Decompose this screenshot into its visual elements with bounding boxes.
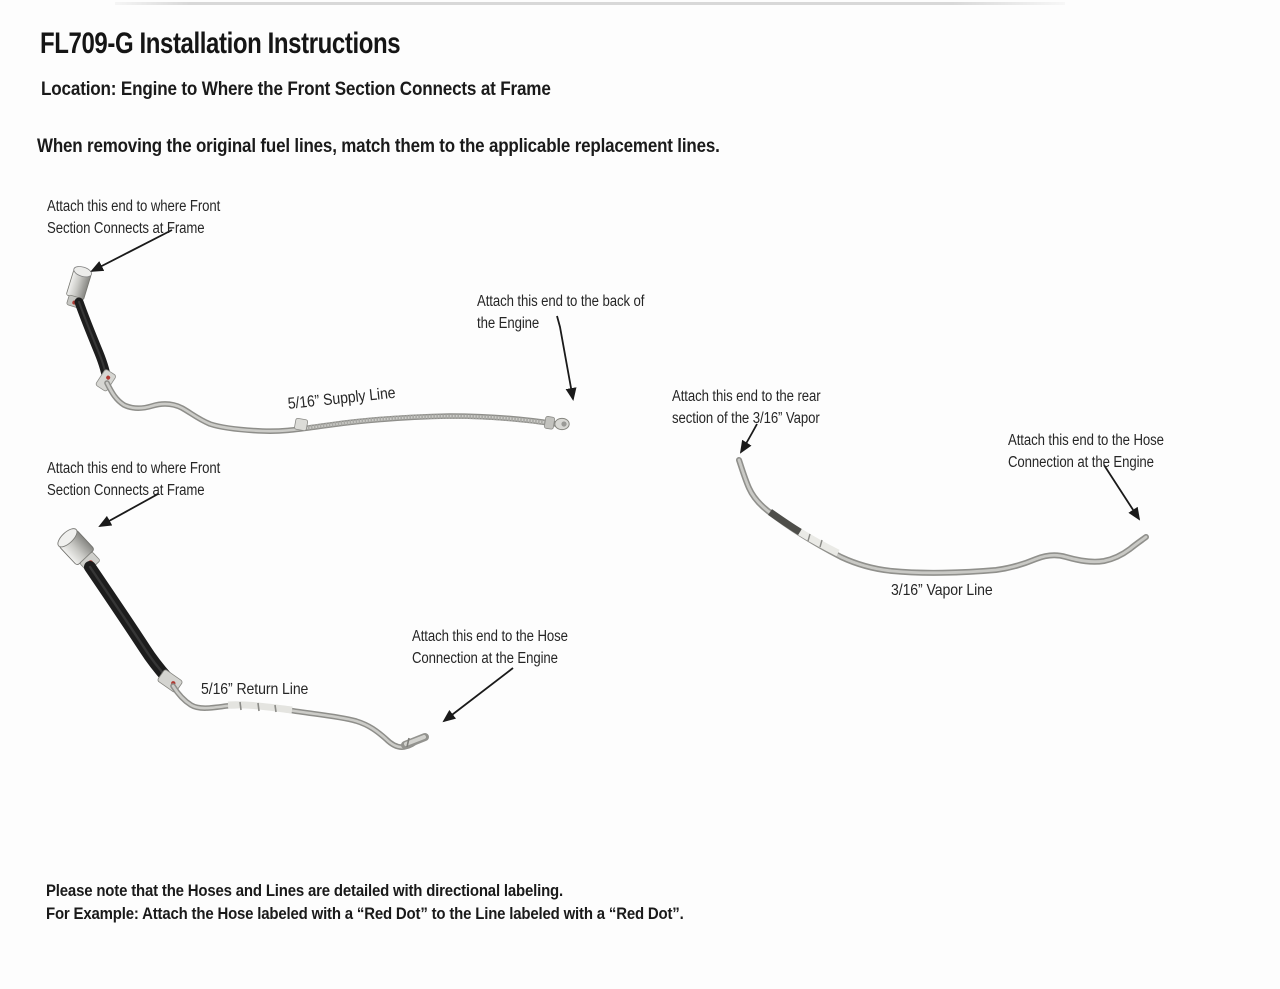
arrow-return-engine-end	[444, 668, 513, 721]
annotation-supply-engine-end	[477, 291, 644, 334]
vapor-label-sleeve	[800, 532, 838, 553]
return-line-image	[55, 526, 425, 748]
directional-labeling-note	[46, 879, 684, 925]
annotation-text: Attach this end to where Front	[47, 460, 221, 477]
annotation-text: Section Connects at Frame	[47, 481, 205, 499]
annotation-text: Connection at the Engine	[1008, 453, 1154, 471]
annotation-text: Attach this end to the Hose	[412, 628, 568, 645]
annotation-supply-frame-end	[47, 196, 220, 239]
annotation-text: Attach this end to where Front	[47, 198, 221, 215]
return-label-sleeve	[228, 705, 292, 710]
annotation-text: Attach this end to the back of	[477, 293, 645, 310]
arrow-vapor-engine-end	[1104, 465, 1139, 519]
return-engine-tube	[405, 737, 425, 747]
annotation-vapor-rear-end	[672, 386, 821, 429]
page-title: FL709-G Installation Instructions	[40, 27, 401, 60]
label-supply-line: 5/16” Supply Line	[287, 384, 397, 413]
label-return-line: 5/16” Return Line	[201, 681, 309, 698]
annotation-text: Attach this end to the rear	[672, 388, 821, 405]
annotation-text: section of the 3/16” Vapor	[672, 409, 820, 427]
annotation-text: Section Connects at Frame	[47, 219, 205, 237]
vapor-metal-line	[739, 460, 1146, 573]
annotation-text: Attach this end to the Hose	[1008, 432, 1164, 449]
vapor-dark-sleeve	[770, 512, 800, 532]
note-line: Please note that the Hoses and Lines are detailed with directional labeling.	[46, 881, 564, 900]
annotation-text: the Engine	[477, 314, 540, 332]
annotation-vapor-engine-end	[1008, 430, 1164, 473]
annotation-text: Connection at the Engine	[412, 649, 558, 667]
intro-line: When removing the original fuel lines, match them to the applicable replacement lines.	[37, 135, 720, 157]
label-vapor-line: 3/16” Vapor Line	[891, 582, 993, 599]
note-line: For Example: Attach the Hose labeled with a “Red Dot” to the Line labeled with a “Red Dot”.	[46, 904, 684, 923]
annotation-return-frame-end	[47, 458, 220, 501]
location-line: Location: Engine to Where the Front Section Connects at Frame	[41, 79, 551, 100]
supply-engine-fitting	[544, 416, 569, 429]
annotation-return-engine-end	[412, 626, 568, 669]
supply-ferrule	[95, 369, 116, 392]
vapor-line-image	[739, 460, 1146, 573]
